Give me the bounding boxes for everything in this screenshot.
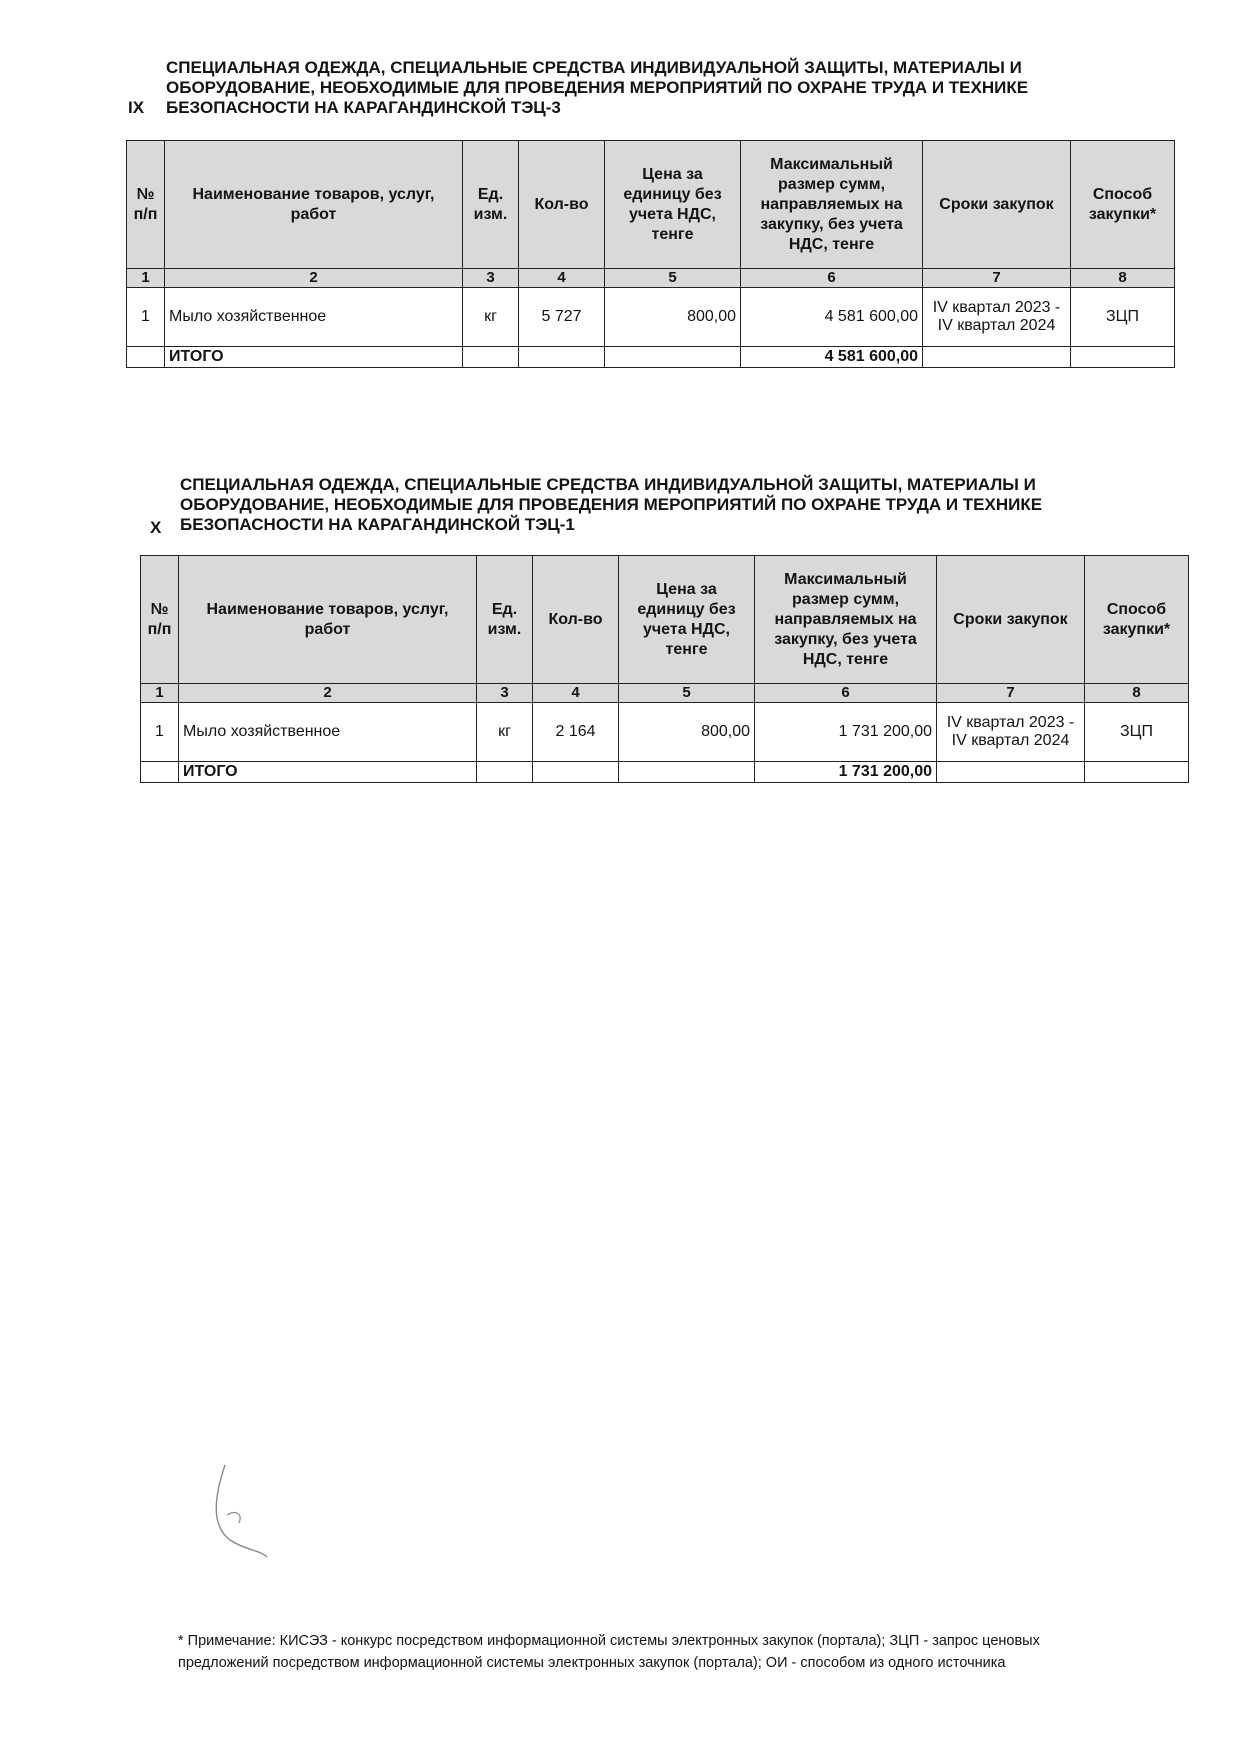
total-label: ИТОГО bbox=[179, 762, 477, 783]
total-label: ИТОГО bbox=[165, 347, 463, 368]
procurement-table bbox=[126, 140, 1175, 368]
total-empty bbox=[533, 762, 619, 783]
header-price: Цена за единицу без учета НДС, тенге bbox=[605, 141, 741, 269]
cell-price: 800,00 bbox=[619, 703, 755, 762]
col-num: 2 bbox=[165, 269, 463, 288]
column-numbers-row bbox=[127, 269, 1175, 288]
col-num: 3 bbox=[463, 269, 519, 288]
total-empty bbox=[519, 347, 605, 368]
section-title-line: ОБОРУДОВАНИЕ, НЕОБХОДИМЫЕ ДЛЯ ПРОВЕДЕНИЯ МЕРОПРИЯТИЙ ПО ОХРАНЕ ТРУДА И ТЕХНИКЕ bbox=[166, 78, 1029, 97]
col-num: 2 bbox=[179, 684, 477, 703]
header-name: Наименование товаров, услуг, работ bbox=[165, 141, 463, 269]
col-num: 1 bbox=[127, 269, 165, 288]
col-num: 7 bbox=[923, 269, 1071, 288]
header-row bbox=[127, 141, 1175, 269]
cell-unit: кг bbox=[477, 703, 533, 762]
col-num: 1 bbox=[141, 684, 179, 703]
cell-unit: кг bbox=[463, 288, 519, 347]
total-empty bbox=[619, 762, 755, 783]
col-num: 6 bbox=[741, 269, 923, 288]
col-num: 7 bbox=[937, 684, 1085, 703]
total-row bbox=[127, 347, 1175, 368]
cell-qty: 2 164 bbox=[533, 703, 619, 762]
col-num: 6 bbox=[755, 684, 937, 703]
table-row bbox=[141, 703, 1189, 762]
col-num: 5 bbox=[605, 269, 741, 288]
total-empty bbox=[1071, 347, 1175, 368]
total-empty bbox=[1085, 762, 1189, 783]
col-num: 4 bbox=[533, 684, 619, 703]
cell-max: 1 731 200,00 bbox=[755, 703, 937, 762]
cell-num: 1 bbox=[141, 703, 179, 762]
header-price: Цена за единицу без учета НДС, тенге bbox=[619, 556, 755, 684]
header-max: Максимальный размер сумм, направляемых на закупку, без учета НДС, тенге bbox=[741, 141, 923, 269]
cell-method: ЗЦП bbox=[1085, 703, 1189, 762]
column-numbers-row bbox=[141, 684, 1189, 703]
header-unit: Ед. изм. bbox=[477, 556, 533, 684]
cell-price: 800,00 bbox=[605, 288, 741, 347]
section-title-line: БЕЗОПАСНОСТИ НА КАРАГАНДИНСКОЙ ТЭЦ-3 bbox=[166, 98, 561, 117]
footnote-line: предложений посредством информационной системы электронных закупок (портала); ОИ - способом из одного источника bbox=[178, 1655, 1006, 1671]
total-row bbox=[141, 762, 1189, 783]
header-method: Способ закупки* bbox=[1085, 556, 1189, 684]
header-num: № п/п bbox=[141, 556, 179, 684]
col-num: 8 bbox=[1085, 684, 1189, 703]
cell-qty: 5 727 bbox=[519, 288, 605, 347]
total-value: 4 581 600,00 bbox=[741, 347, 923, 368]
header-row bbox=[141, 556, 1189, 684]
section-number: IX bbox=[128, 98, 145, 117]
header-unit: Ед. изм. bbox=[463, 141, 519, 269]
header-qty: Кол-во bbox=[533, 556, 619, 684]
col-num: 8 bbox=[1071, 269, 1175, 288]
footnote-line: * Примечание: КИСЭЗ - конкурс посредством информационной системы электронных закупок (портала); ЗЦП - запрос ценовых bbox=[178, 1633, 1040, 1649]
total-empty bbox=[605, 347, 741, 368]
total-empty bbox=[463, 347, 519, 368]
header-terms: Сроки закупок bbox=[923, 141, 1071, 269]
cell-terms: IV квартал 2023 - IV квартал 2024 bbox=[923, 288, 1071, 347]
section-number: X bbox=[150, 518, 162, 537]
col-num: 5 bbox=[619, 684, 755, 703]
total-empty bbox=[127, 347, 165, 368]
header-qty: Кол-во bbox=[519, 141, 605, 269]
total-empty bbox=[937, 762, 1085, 783]
header-max: Максимальный размер сумм, направляемых на закупку, без учета НДС, тенге bbox=[755, 556, 937, 684]
table-row bbox=[127, 288, 1175, 347]
cell-name: Мыло хозяйственное bbox=[179, 703, 477, 762]
handwritten-signature bbox=[205, 1455, 285, 1565]
cell-max: 4 581 600,00 bbox=[741, 288, 923, 347]
col-num: 3 bbox=[477, 684, 533, 703]
total-empty bbox=[477, 762, 533, 783]
section-title bbox=[180, 475, 1042, 535]
section-title-line: СПЕЦИАЛЬНАЯ ОДЕЖДА, СПЕЦИАЛЬНЫЕ СРЕДСТВА ИНДИВИДУАЛЬНОЙ ЗАЩИТЫ, МАТЕРИАЛЫ И bbox=[180, 475, 1036, 494]
section-title-line: БЕЗОПАСНОСТИ НА КАРАГАНДИНСКОЙ ТЭЦ-1 bbox=[180, 515, 575, 534]
cell-num: 1 bbox=[127, 288, 165, 347]
section-title bbox=[166, 58, 1028, 118]
cell-name: Мыло хозяйственное bbox=[165, 288, 463, 347]
procurement-table bbox=[140, 555, 1189, 783]
header-terms: Сроки закупок bbox=[937, 556, 1085, 684]
header-method: Способ закупки* bbox=[1071, 141, 1175, 269]
header-num: № п/п bbox=[127, 141, 165, 269]
header-name: Наименование товаров, услуг, работ bbox=[179, 556, 477, 684]
section-title-line: СПЕЦИАЛЬНАЯ ОДЕЖДА, СПЕЦИАЛЬНЫЕ СРЕДСТВА ИНДИВИДУАЛЬНОЙ ЗАЩИТЫ, МАТЕРИАЛЫ И bbox=[166, 58, 1022, 77]
cell-method: ЗЦП bbox=[1071, 288, 1175, 347]
total-empty bbox=[141, 762, 179, 783]
col-num: 4 bbox=[519, 269, 605, 288]
section-title-line: ОБОРУДОВАНИЕ, НЕОБХОДИМЫЕ ДЛЯ ПРОВЕДЕНИЯ МЕРОПРИЯТИЙ ПО ОХРАНЕ ТРУДА И ТЕХНИКЕ bbox=[180, 495, 1043, 514]
footnote bbox=[178, 1630, 1138, 1674]
cell-terms: IV квартал 2023 - IV квартал 2024 bbox=[937, 703, 1085, 762]
total-empty bbox=[923, 347, 1071, 368]
total-value: 1 731 200,00 bbox=[755, 762, 937, 783]
